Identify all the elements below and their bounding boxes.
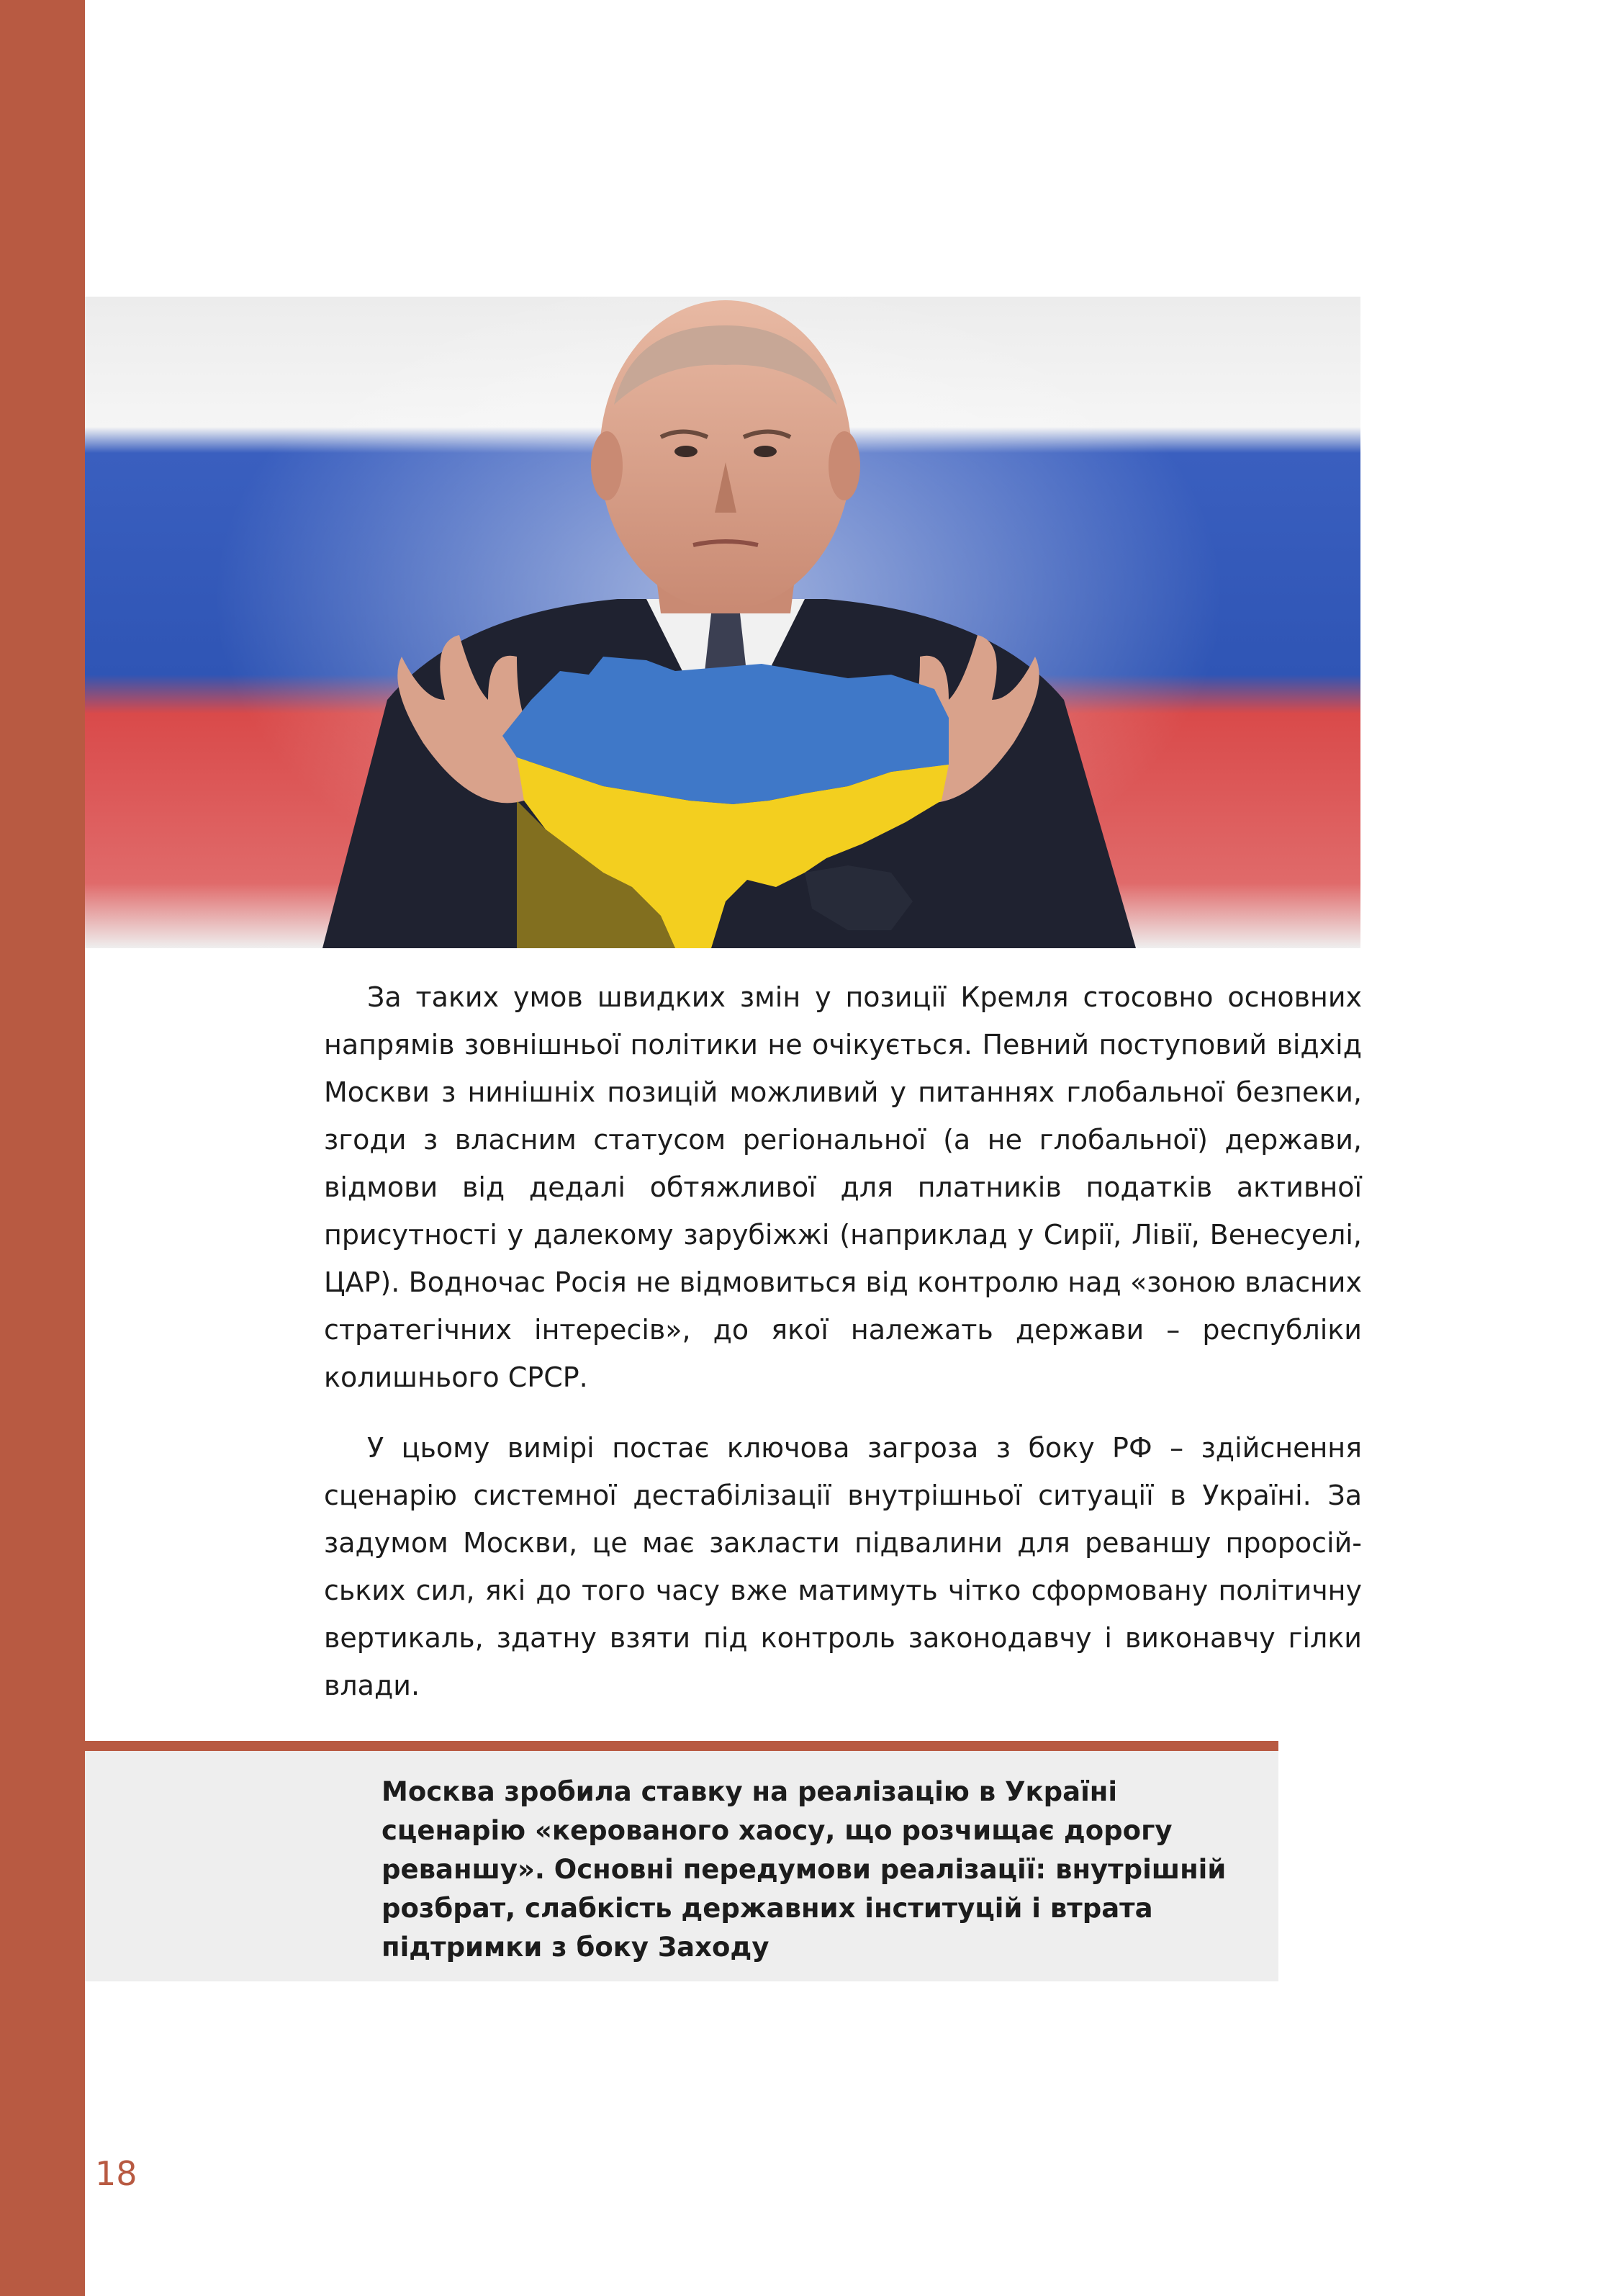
page-side-bar [0,0,85,2296]
page-number: 18 [95,2154,137,2193]
paragraph: У цьому вимірі постає ключова загроза з боку РФ – здійснення сценарію системної дестабілізації внутрішньої ситуації в Україні. За задумом Москви, це має закласти підвалини для реваншу проросійських сил, які до того часу вже матимуть чітко сформовану політичну вертикаль, здатну взяти під контроль законодавчу і виконавчу гілки влади. [324,1432,1362,1701]
callout-rule [85,1741,1278,1751]
body-text [324,973,1362,1732]
paragraph: За таких умов швидких змін у позиції Кремля стосовно основних напрямів зовнішньої політики не очікується. Певний поступовий відхід Москви з нинішніх позицій можливий у питаннях глобальної безпеки, згоди з власним статусом регіональної (а не глобальної) держави, відмови від дедалі обтяжливої для платників податків активної присутності у далекому зарубіжжі (наприклад у Сирії, Лівії, Венесуелі, ЦАР). Водночас Росія не відмовиться від контролю над «зоною власних стратегічних інтересів», до якої належать держави – республіки колишнього СРСР. [324,981,1362,1393]
photo-illustration [85,297,1360,948]
callout-text: Москва зробила ставку на реалізацію в Україні сценарію «керованого хаосу, що розчищає дорогу реваншу». Основні передумови реалізації: внутрішній розбрат, слабкість державних інституцій і втрата підтримки з боку Заходу [382,1776,1227,1963]
